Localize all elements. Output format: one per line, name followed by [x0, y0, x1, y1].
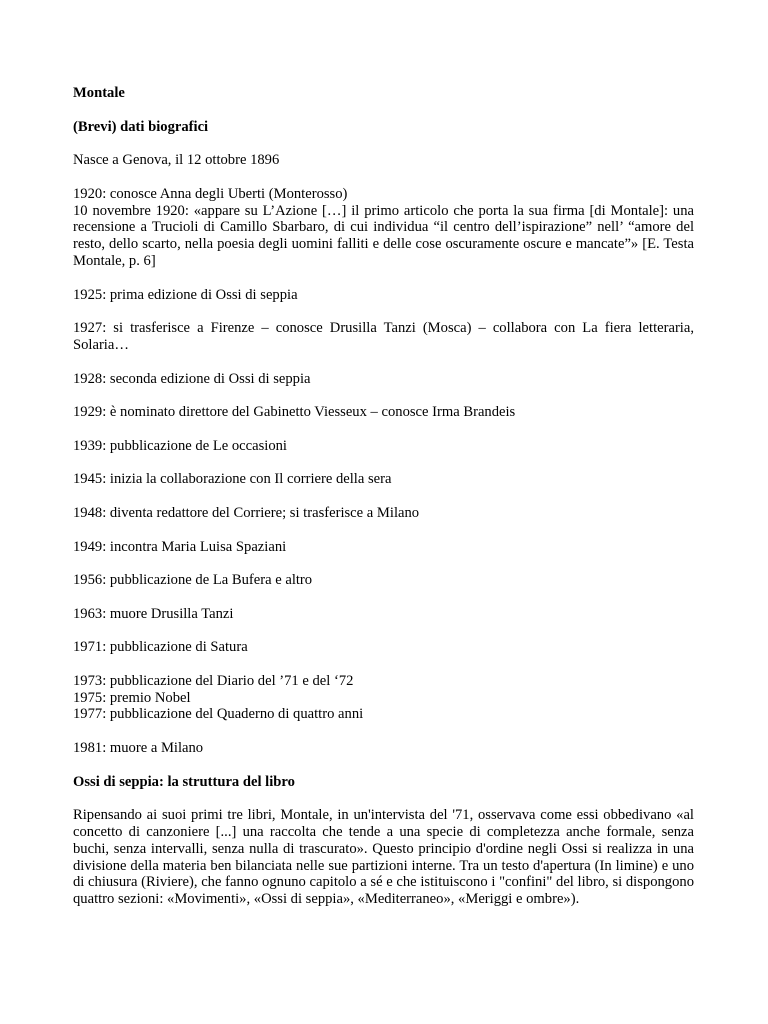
spacer — [73, 656, 694, 673]
spacer — [73, 723, 694, 740]
spacer — [73, 589, 694, 606]
section-heading-ossi: Ossi di seppia: la struttura del libro — [73, 773, 295, 790]
spacer — [73, 623, 694, 640]
bio-entry-1939: 1939: pubblicazione de Le occasioni — [73, 437, 287, 454]
bio-entry-1928: 1928: seconda edizione di Ossi di seppia — [73, 370, 311, 387]
document-page — [73, 85, 694, 908]
spacer — [73, 421, 694, 438]
bio-entry-1948: 1948: diventa redattore del Corriere; si trasferisce a Milano — [73, 504, 420, 521]
document-title: Montale — [73, 85, 125, 101]
spacer — [73, 102, 694, 119]
bio-entry-1956: 1956: pubblicazione de La Bufera e altro — [73, 572, 313, 589]
bio-entry-1973: 1973: pubblicazione del Diario del ’71 e del ‘72 — [73, 672, 354, 689]
bio-entry-1963: 1963: muore Drusilla Tanzi — [73, 605, 234, 622]
bio-entry-1920-november: 10 novembre 1920: «appare su L’Azione […] il primo articolo che porta la sua firma [di Montale]: una recensione a Trucioli di Camillo Sbarbaro, di cui individua “il centro dell’ispirazione” nell’ “amore del resto, dello scarto, nella poesia degli uomini falliti e delle cose oscuramente oscure e mancate”» [E. Testa Montale, p. 6] — [73, 202, 694, 269]
bio-entry-1945: 1945: inizia la collaborazione con Il corriere della sera — [73, 471, 392, 488]
bio-entry-1981: 1981: muore a Milano — [73, 740, 204, 757]
spacer — [73, 169, 694, 186]
bio-entry-1977: 1977: pubblicazione del Quaderno di quattro anni — [73, 706, 364, 723]
bio-entry-1925: 1925: prima edizione di Ossi di seppia — [73, 286, 298, 303]
bio-entry-1929: 1929: è nominato direttore del Gabinetto Viesseux – conosce Irma Brandeis — [73, 404, 516, 421]
bio-entry-1927: 1927: si trasferisce a Firenze – conosce Drusilla Tanzi (Mosca) – collabora con La fiera letteraria, Solaria… — [73, 320, 694, 353]
spacer — [73, 488, 694, 505]
bio-entry-1971: 1971: pubblicazione di Satura — [73, 639, 248, 656]
spacer — [73, 135, 694, 152]
spacer — [73, 757, 694, 774]
bio-entry-1920: 1920: conosce Anna degli Uberti (Monterosso) — [73, 185, 348, 202]
spacer — [73, 354, 694, 371]
spacer — [73, 455, 694, 472]
bio-entry-1949: 1949: incontra Maria Luisa Spaziani — [73, 538, 287, 555]
spacer — [73, 555, 694, 572]
spacer — [73, 387, 694, 404]
spacer — [73, 522, 694, 539]
spacer — [73, 303, 694, 320]
bio-entry-birth: Nasce a Genova, il 12 ottobre 1896 — [73, 152, 280, 169]
ossi-structure-paragraph: Ripensando ai suoi primi tre libri, Montale, in un'intervista del '71, osservava come essi obbedivano «al concetto di canzoniere [...] una raccolta che tende a una specie di completezza anche formale, senza buchi, senza intervalli, senza nulla di trascurato». Questo principio d'ordine negli Ossi si realizza in una divisione della materia ben bilanciata nelle sue partizioni interne. Tra un testo d'apertura (In limine) e uno di chiusura (Riviere), che fanno ognuno capitolo a sé e che istituiscono i "confini" del libro, si dispongono quattro sezioni: «Movimenti», «Ossi di seppia», «Mediterraneo», «Meriggi e ombre»). — [73, 807, 694, 908]
spacer — [73, 790, 694, 807]
bio-entry-1975: 1975: premio Nobel — [73, 689, 191, 706]
spacer — [73, 270, 694, 287]
section-heading-biografia: (Brevi) dati biografici — [73, 118, 209, 135]
